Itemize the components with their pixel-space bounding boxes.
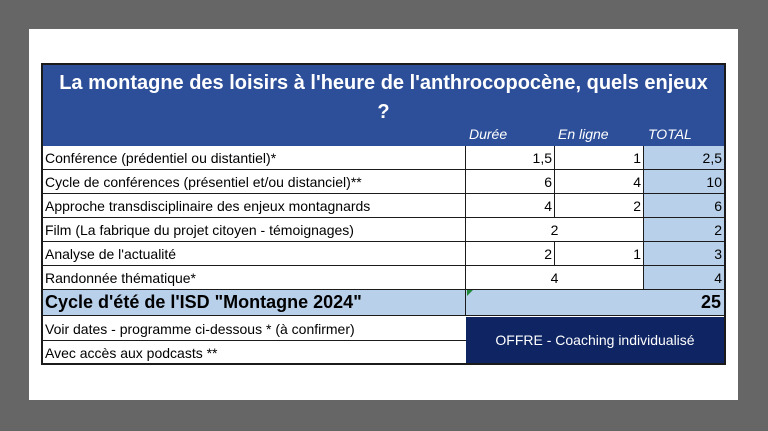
- table-row: [43, 194, 724, 218]
- note-podcasts[interactable]: Avec accès aux podcasts **: [45, 345, 218, 361]
- duration-cell[interactable]: 4: [466, 194, 555, 218]
- table-header: [43, 65, 724, 146]
- spreadsheet-page: [29, 29, 738, 400]
- row-label[interactable]: Analyse de l'actualité: [43, 242, 466, 266]
- total-cell[interactable]: 2: [644, 218, 724, 242]
- table-row: [43, 242, 724, 266]
- column-header-online: En ligne: [558, 126, 609, 142]
- row-label[interactable]: Conférence (prédentiel ou distantiel)*: [43, 146, 466, 170]
- duration-cell[interactable]: 2: [466, 242, 555, 266]
- row-label[interactable]: Cycle de conférences (présentiel et/ou distanciel)**: [43, 170, 466, 194]
- table-title: La montagne des loisirs à l'heure de l'anthrocopocène, quels enjeux ?: [59, 72, 708, 123]
- row-label[interactable]: Randonnée thématique*: [43, 266, 466, 290]
- cell-comment-marker: [467, 290, 473, 296]
- online-cell[interactable]: 2: [555, 194, 644, 218]
- merged-duration-cell[interactable]: 4: [466, 266, 644, 290]
- grand-total[interactable]: 25: [700, 292, 721, 312]
- table-row: [43, 218, 724, 242]
- duration-cell[interactable]: 1,5: [466, 146, 555, 170]
- total-cell[interactable]: 4: [644, 266, 724, 290]
- table-row: [43, 266, 724, 290]
- online-cell[interactable]: 1: [555, 146, 644, 170]
- total-cell[interactable]: 10: [644, 170, 724, 194]
- program-table: [41, 63, 726, 365]
- online-cell[interactable]: 1: [555, 242, 644, 266]
- offer-banner[interactable]: OFFRE - Coaching individualisé: [466, 317, 724, 363]
- column-header-total: TOTAL: [648, 126, 692, 142]
- note-dates[interactable]: Voir dates - programme ci-dessous * (à confirmer): [43, 317, 466, 341]
- column-header-duration: Durée: [469, 126, 508, 142]
- summary-label[interactable]: Cycle d'été de l'ISD "Montagne 2024": [45, 290, 466, 315]
- total-cell[interactable]: 3: [644, 242, 724, 266]
- row-label[interactable]: Approche transdisciplinaire des enjeux montagnards: [43, 194, 466, 218]
- row-label[interactable]: Film (La fabrique du projet citoyen - témoignages): [43, 218, 466, 242]
- summary-row: [43, 290, 724, 316]
- duration-cell[interactable]: 6: [466, 170, 555, 194]
- total-cell[interactable]: 6: [644, 194, 724, 218]
- table-row: [43, 146, 724, 170]
- total-cell[interactable]: 2,5: [644, 146, 724, 170]
- table-row: [43, 170, 724, 194]
- merged-duration-cell[interactable]: 2: [466, 218, 644, 242]
- online-cell[interactable]: 4: [555, 170, 644, 194]
